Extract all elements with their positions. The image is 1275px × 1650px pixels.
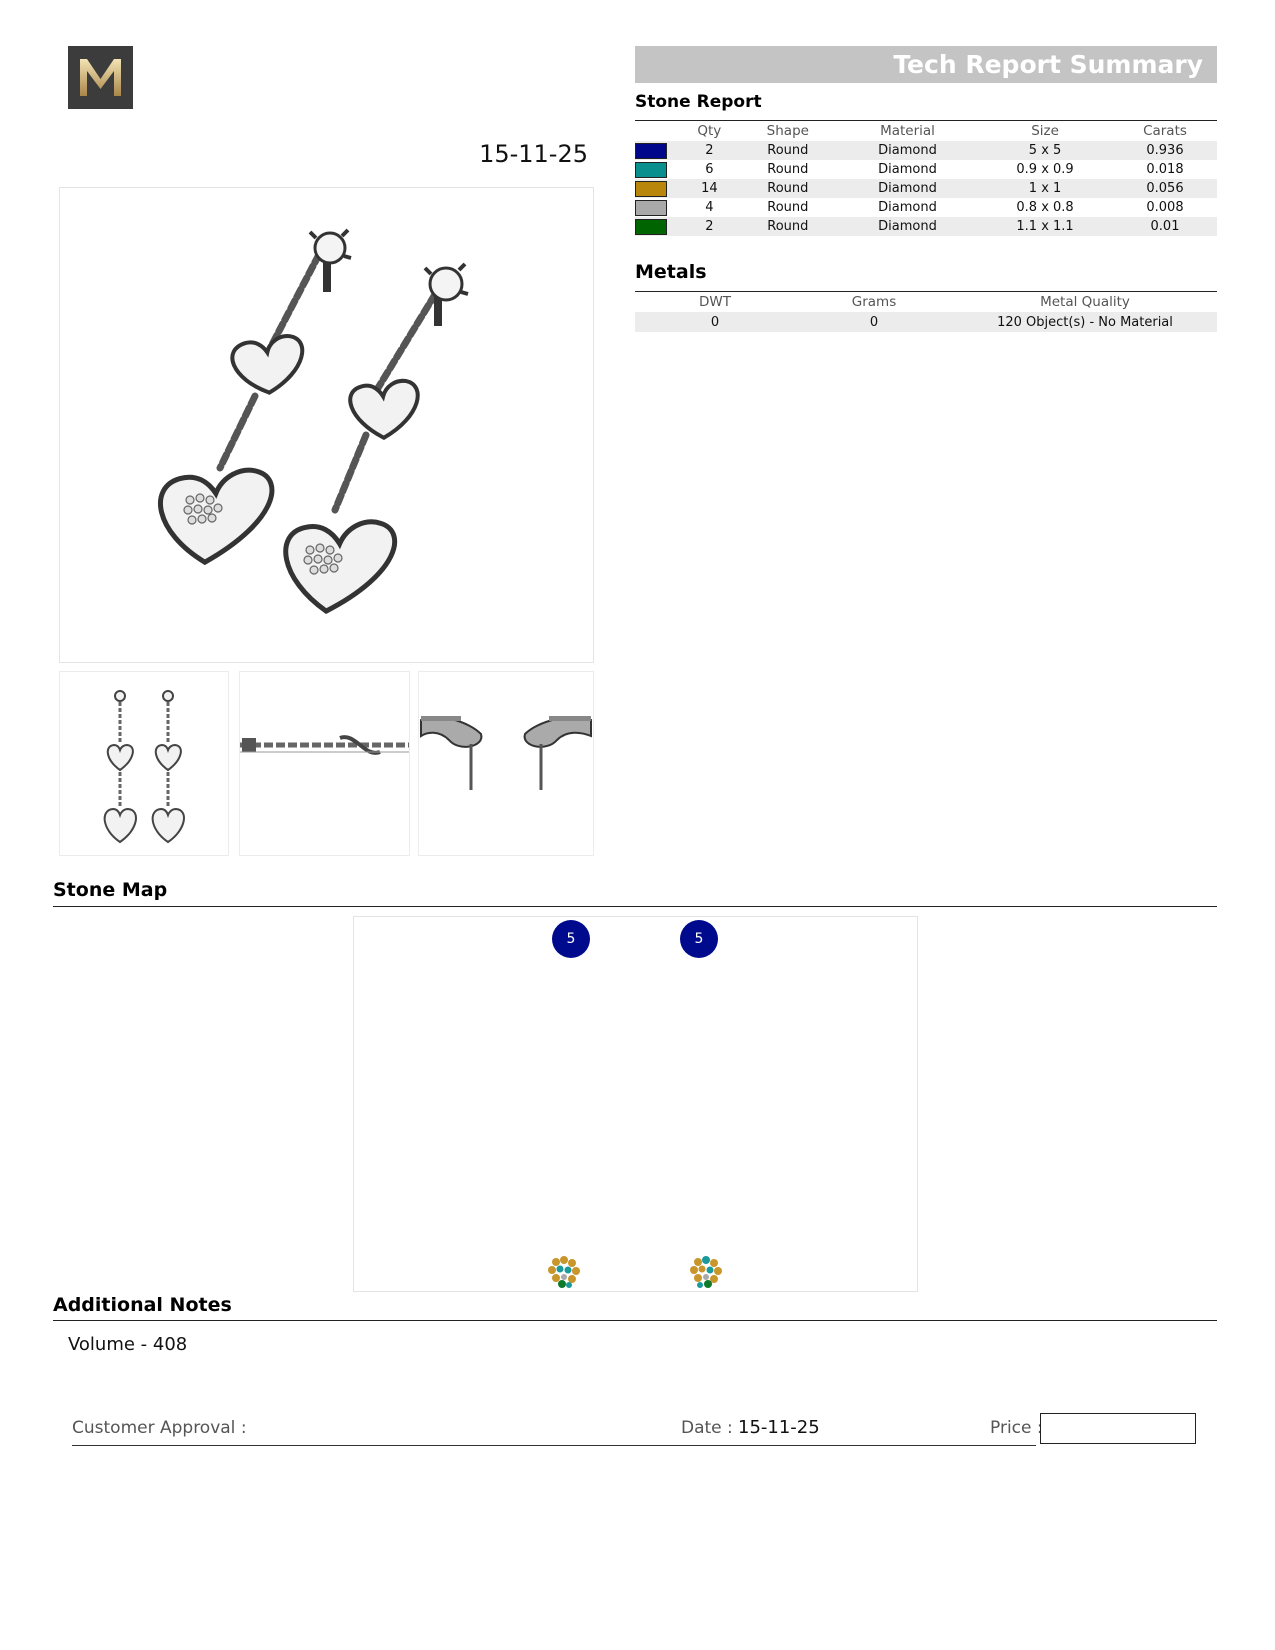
column-header-grams: Grams xyxy=(851,294,897,310)
column-header-size: Size xyxy=(1031,123,1059,139)
size-cell: 0.9 x 0.9 xyxy=(977,160,1113,179)
earring-main-render xyxy=(59,187,594,663)
column-header-carats: Carats xyxy=(1143,123,1187,139)
notes-volume-text: Volume - 408 xyxy=(68,1334,188,1355)
stone-map-rule xyxy=(53,906,1217,907)
table-row xyxy=(635,179,1217,198)
stone-marker-right: 5 xyxy=(680,920,718,958)
pave-cluster-left xyxy=(544,1254,584,1290)
shape-cell: Round xyxy=(738,198,838,217)
material-cell: Diamond xyxy=(838,141,977,160)
table-row xyxy=(635,198,1217,217)
price-label: Price : xyxy=(990,1418,1043,1438)
size-cell: 1 x 1 xyxy=(977,179,1113,198)
size-cell: 1.1 x 1.1 xyxy=(977,217,1113,236)
grams-cell: 0 xyxy=(795,312,953,332)
material-cell: Diamond xyxy=(838,198,977,217)
report-header-bar xyxy=(635,46,1217,83)
color-swatch xyxy=(635,219,667,235)
column-header-swatch xyxy=(635,121,681,141)
material-cell: Diamond xyxy=(838,217,977,236)
price-field[interactable] xyxy=(1040,1413,1196,1444)
carats-cell: 0.936 xyxy=(1113,141,1217,160)
shape-cell: Round xyxy=(738,160,838,179)
stone-map-title: Stone Map xyxy=(53,879,168,901)
carats-cell: 0.008 xyxy=(1113,198,1217,217)
qty-cell: 2 xyxy=(681,217,738,236)
notes-rule xyxy=(53,1320,1217,1321)
qty-cell: 2 xyxy=(681,141,738,160)
stone-map-canvas xyxy=(353,916,918,1292)
table-row xyxy=(635,160,1217,179)
column-header-metal-quality: Metal Quality xyxy=(1040,294,1130,310)
qty-cell: 6 xyxy=(681,160,738,179)
metals-header-row xyxy=(635,292,1217,312)
column-header-qty: Qty xyxy=(697,123,722,139)
approval-date-value: 15-11-25 xyxy=(738,1417,820,1438)
carats-cell: 0.018 xyxy=(1113,160,1217,179)
color-swatch xyxy=(635,200,667,216)
shape-cell: Round xyxy=(738,217,838,236)
table-row xyxy=(635,141,1217,160)
additional-notes-title: Additional Notes xyxy=(53,1294,232,1316)
table-row xyxy=(635,312,1217,332)
qty-cell: 4 xyxy=(681,198,738,217)
column-header-dwt: DWT xyxy=(699,294,731,310)
metals-table xyxy=(635,292,1217,332)
color-swatch xyxy=(635,143,667,159)
shape-cell: Round xyxy=(738,179,838,198)
material-cell: Diamond xyxy=(838,179,977,198)
stone-report-title: Stone Report xyxy=(635,92,762,112)
shape-cell: Round xyxy=(738,141,838,160)
logo-m-mark xyxy=(68,46,133,109)
approval-date-label: Date : xyxy=(681,1418,733,1438)
carats-cell: 0.056 xyxy=(1113,179,1217,198)
thumbnail-front-view[interactable] xyxy=(59,671,229,856)
customer-approval-label: Customer Approval : xyxy=(72,1418,247,1438)
column-header-shape: Shape xyxy=(766,123,809,139)
approval-signature-line xyxy=(72,1445,1036,1446)
report-date: 15-11-25 xyxy=(479,140,588,168)
size-cell: 5 x 5 xyxy=(977,141,1113,160)
metals-title: Metals xyxy=(635,261,707,283)
column-header-material: Material xyxy=(880,123,935,139)
size-cell: 0.8 x 0.8 xyxy=(977,198,1113,217)
stone-report-table xyxy=(635,121,1217,236)
report-header-title: Tech Report Summary xyxy=(893,50,1203,79)
table-row xyxy=(635,217,1217,236)
company-logo xyxy=(68,46,133,109)
thumbnail-side-view[interactable] xyxy=(239,671,410,856)
dwt-cell: 0 xyxy=(635,312,795,332)
pave-cluster-right xyxy=(686,1254,726,1290)
stone-marker-left: 5 xyxy=(552,920,590,958)
carats-cell: 0.01 xyxy=(1113,217,1217,236)
thumbnail-back-view[interactable] xyxy=(418,671,594,856)
color-swatch xyxy=(635,162,667,178)
stone-report-header-row xyxy=(635,121,1217,141)
qty-cell: 14 xyxy=(681,179,738,198)
color-swatch xyxy=(635,181,667,197)
metal-quality-cell: 120 Object(s) - No Material xyxy=(953,312,1217,332)
material-cell: Diamond xyxy=(838,160,977,179)
